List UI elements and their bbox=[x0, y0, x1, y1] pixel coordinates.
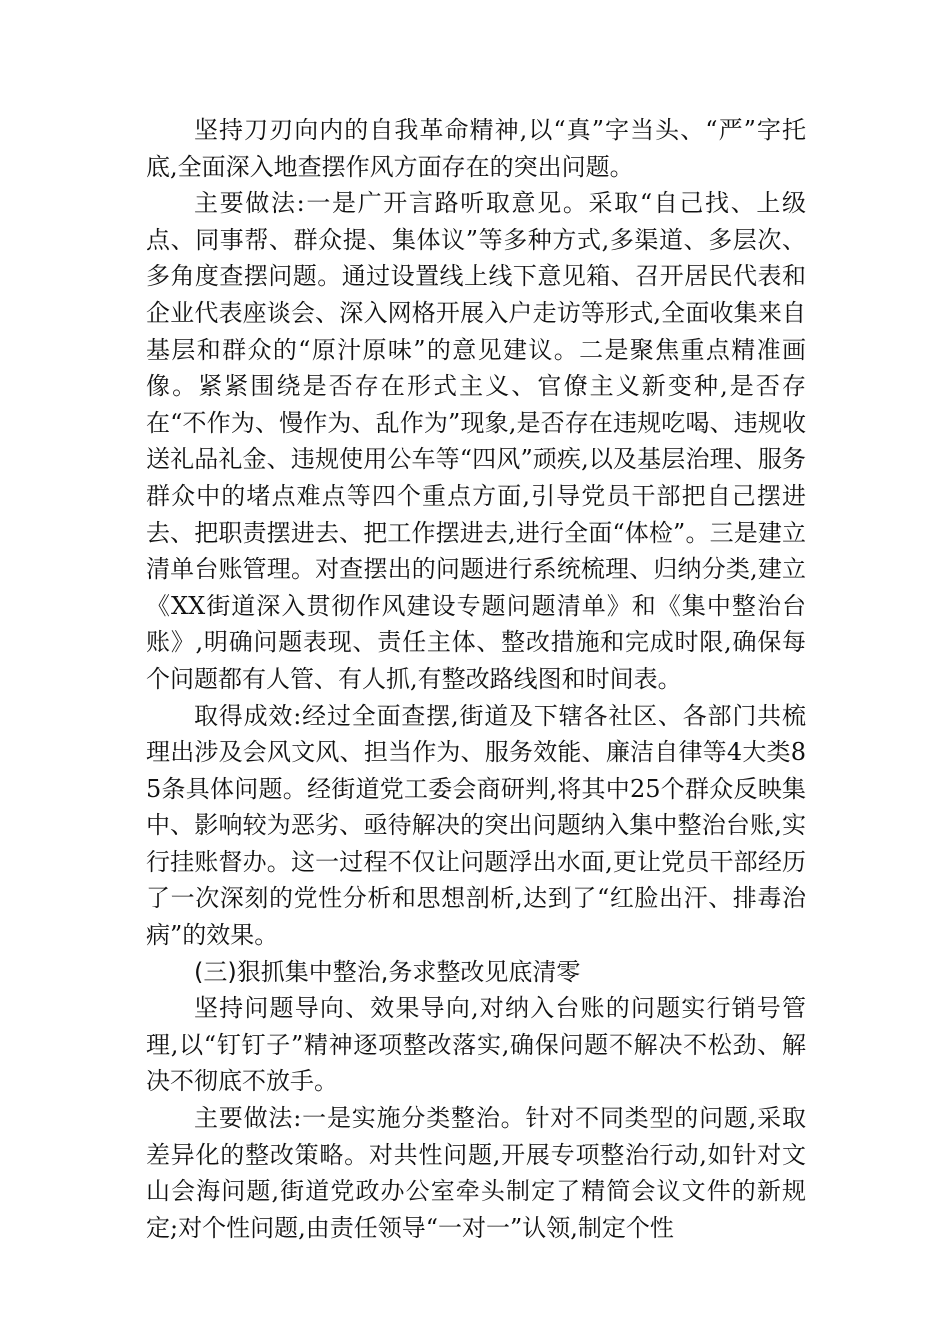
paragraph-rectification-intro: 坚持问题导向、效果导向,对纳入台账的问题实行销号管理,以“钉钉子”精神逐项整改落实,确保问题不解决不松劲、解决不彻底不放手。 bbox=[146, 994, 806, 1096]
paragraph-rectification-practice: 主要做法:一是实施分类整治。针对不同类型的问题,采取差异化的整改策略。对共性问题,开展专项整治行动,如针对文山会海问题,街道党政办公室牵头制定了精简会议文件的新规定;对个性问题,由责任领导“一对一”认领,制定个性 bbox=[146, 1104, 806, 1242]
paragraph-results: 取得成效:经过全面查摆,街道及下辖各社区、各部门共梳理出涉及会风文风、担当作为、服务效能、廉洁自律等4大类85条具体问题。经街道党工委会商研判,将其中25个群众反映集中、影响较为恶劣、亟待解决的突出问题纳入集中整治台账,实行挂账督办。这一过程不仅让问题浮出水面,更让党员干部经历了一次深刻的党性分析和思想剖析,达到了“红脸出汗、排毒治病”的效果。 bbox=[146, 701, 806, 950]
paragraph-intro: 坚持刀刃向内的自我革命精神,以“真”字当头、“严”字托底,全面深入地查摆作风方面存在的突出问题。 bbox=[146, 116, 806, 181]
document-page bbox=[146, 112, 806, 1246]
section-heading: (三)狠抓集中整治,务求整改见底清零 bbox=[194, 957, 581, 986]
paragraph-main-practice: 主要做法:一是广开言路听取意见。采取“自己找、上级点、同事帮、群众提、集体议”等多种方式,多渠道、多层次、多角度查摆问题。通过设置线上线下意见箱、召开居民代表和企业代表座谈会、深入网格开展入户走访等形式,全面收集来自基层和群众的“原汁原味”的意见建议。二是聚焦重点精准画像。紧紧围绕是否存在形式主义、官僚主义新变种,是否存在“不作为、慢作为、乱作为”现象,是否存在违规吃喝、违规收送礼品礼金、违规使用公车等“四风”顽疾,以及基层治理、服务群众中的堵点难点等四个重点方面,引导党员干部把自己摆进去、把职责摆进去、把工作摆进去,进行全面“体检”。三是建立清单台账管理。对查摆出的问题进行系统梳理、归纳分类,建立《XX街道深入贯彻作风建设专题问题清单》和《集中整治台账》,明确问题表现、责任主体、整改措施和完成时限,确保每个问题都有人管、有人抓,有整改路线图和时间表。 bbox=[146, 189, 806, 693]
